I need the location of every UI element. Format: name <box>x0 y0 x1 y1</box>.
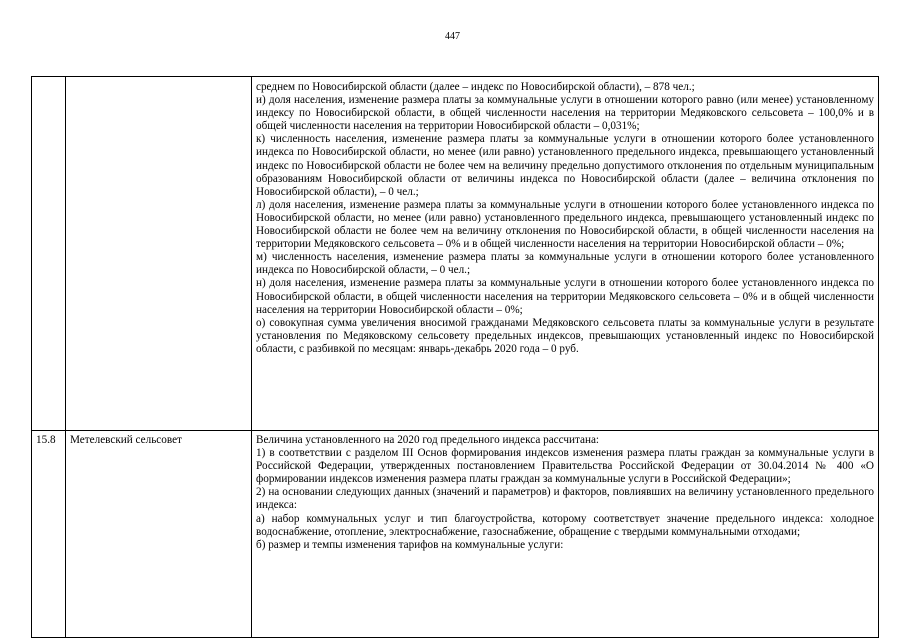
paragraph: Величина установленного на 2020 год предельного индекса рассчитана: <box>256 434 600 446</box>
row-number-cell: 15.8 <box>32 431 66 638</box>
municipality-name-cell <box>66 77 252 431</box>
paragraph: м) численность населения, изменение размера платы за коммунальные услуги в отношении которого более установленного индекса по Новосибирской области, – 0 чел.; <box>256 251 874 277</box>
paragraph: л) доля населения, изменение размера платы за коммунальные услуги в отношении которого более установленного индекса по Новосибирской области, но менее (или равно) установленного предельного индекса, превышающего установленный индекс по Новосибирской области не более чем на величину отклонения по Новосибирской области, в общей численности населения на территории Медяковского сельсовета – 0% и в общей численности населения на территории Новосибирской области – 0%; <box>256 198 874 251</box>
paragraph: о) совокупная сумма увеличения вносимой гражданами Медяковского сельсовета платы за коммунальные услуги в результате установления по Медяковскому сельсовету предельных индексов, превышающих установленный индекс по Новосибирской области, с разбивкой по месяцам: январь-декабрь 2020 года – 0 руб. <box>256 316 874 355</box>
table-row <box>32 77 879 431</box>
paragraph: среднем по Новосибирской области (далее – индекс по Новосибирской области), – 878 чел.; <box>256 81 695 93</box>
paragraph: б) размер и темпы изменения тарифов на коммунальные услуги: <box>256 538 564 551</box>
paragraph: 1) в соответствии с разделом III Основ формирования индексов изменения размера платы граждан за коммунальные услуги в Российской Федерации, утвержденных постановлением Правительства Российской Федерации от 30.04.2014 № 400 «О формировании индексов изменения размера платы граждан за коммунальные услуги в Российской Федерации»; <box>256 447 874 486</box>
document-table <box>31 76 879 638</box>
paragraph: 2) на основании следующих данных (значений и параметров) и факторов, повлиявших на величину установленного предельного индекса: <box>256 486 874 512</box>
paragraph: и) доля населения, изменение размера платы за коммунальные услуги в отношении которого равно (или менее) установленному индексу по Новосибирской области, в общей численности населения на территории Медяковского сельсовета – 100,0% и в общей численности населения на территории Новосибирской области – 0,031%; <box>256 94 874 133</box>
paragraph: н) доля населения, изменение размера платы за коммунальные услуги в отношении которого более установленного индекса по Новосибирской области, в общей численности населения на территории Медяковского сельсовета – 0% и в общей численности населения на территории Новосибирской области – 0%; <box>256 277 874 316</box>
page-number: 447 <box>445 31 460 42</box>
description-cell <box>252 77 879 431</box>
description-cell <box>252 431 879 638</box>
paragraph: а) набор коммунальных услуг и тип благоустройства, которому соответствует значение предельного индекса: холодное водоснабжение, отопление, электроснабжение, газоснабжение, обращение с твердыми коммунальными отходами; <box>256 512 874 538</box>
row-number-cell <box>32 77 66 431</box>
municipality-name-cell: Метелевский сельсовет <box>66 431 252 638</box>
table-row <box>32 431 879 638</box>
paragraph: к) численность населения, изменение размера платы за коммунальные услуги в отношении которого более установленного индекса по Новосибирской области, но менее (или равно) установленного предельного индекса, превышающего установленный индекс по Новосибирской области не более чем на величину предельно допустимого отклонения по отдельным муниципальным образованиям Новосибирской области от величины индекса по Новосибирской области (далее – величина отклонения по Новосибирской области), – 0 чел.; <box>256 133 874 198</box>
